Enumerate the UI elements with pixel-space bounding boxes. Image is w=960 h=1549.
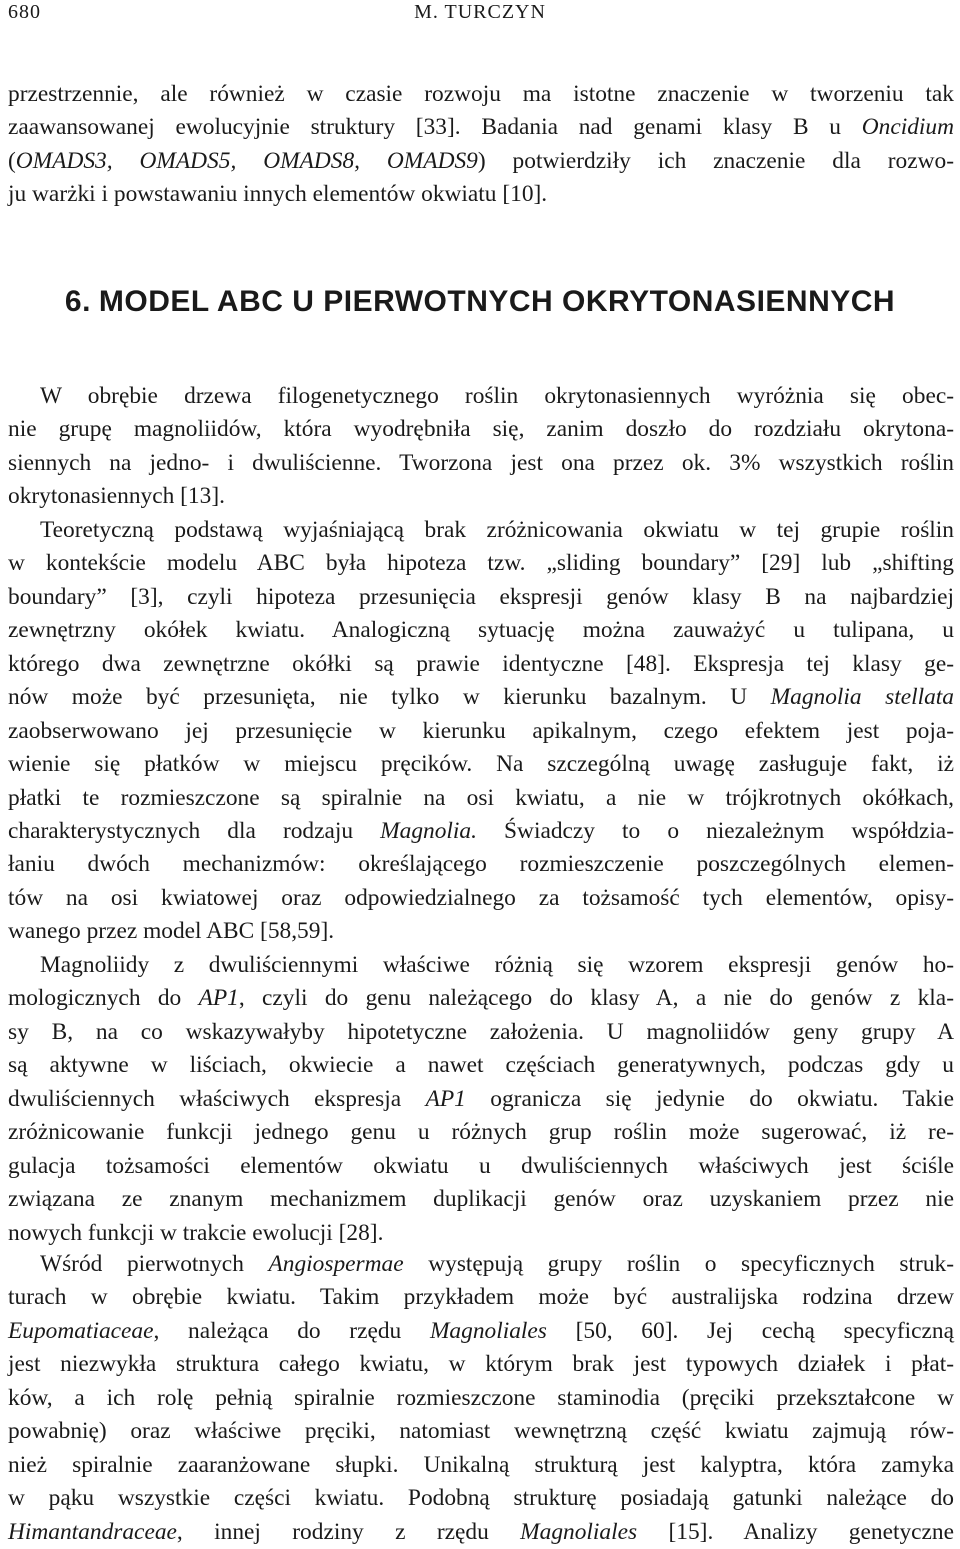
text-line: w pąku wszystkie części kwiatu. Podobną strukturę posiadają gatunki należące do — [8, 1485, 954, 1512]
text-line: nież spiralnie zaaranżowane słupki. Unikalną strukturą jest kalyptra, która zamyka — [8, 1451, 954, 1478]
taxon-name: Oncidium — [861, 114, 954, 141]
text-line: jest niezwykła struktura całego kwiatu, w którym brak jest typowych działek i płat- — [8, 1351, 954, 1378]
text-line: zaobserwowano jej przesunięcie w kierunku apikalnym, czego efektem jest poja- — [8, 717, 954, 744]
text-line: nowych funkcji w trakcie ewolucji [28]. — [8, 1219, 384, 1246]
text-line: wanego przez model ABC [58,59]. — [8, 918, 335, 945]
text-line: charakterystycznych dla rodzaju Magnolia. Świadczy to o niezależnym współdzia- — [8, 817, 954, 844]
section-number: 6. — [64, 285, 91, 318]
text-line: Teoretyczną podstawą wyjaśniającą brak zróżnicowania okwiatu w tej grupie roślin — [40, 517, 954, 543]
text-line: zróżnicowanie funkcji jednego genu u różnych grup roślin może sugerować, iż re- — [8, 1119, 954, 1146]
text-line: wienie się płatków w miejscu pręcików. Na szczególną uwagę zasługuje fakt, iż — [8, 751, 954, 778]
text-line: związana ze znanym mechanizmem duplikacji genów oraz uzyskaniem przez nie — [8, 1186, 954, 1213]
text-line: Wśród pierwotnych Angiospermae występują grupy roślin o specyficznych struk- — [40, 1251, 954, 1277]
running-head-author: M. TURCZYN — [414, 1, 546, 23]
section-heading — [0, 282, 960, 322]
text-line: Himantandraceae, innej rodziny z rzędu Magnoliales [15]. Analizy genetyczne — [8, 1518, 954, 1545]
text-line: ków, a ich rolę pełnią spiralnie rozmieszczone staminodia (pręciki przekształcone w — [8, 1384, 954, 1411]
text-line: nów może być przesunięta, nie tylko w kierunku bazalnym. U Magnolia stellata — [8, 684, 954, 711]
text-line: płatki te rozmieszczone są spiralnie na osi kwiatu, a nie w trójkrotnych okółkach, — [8, 784, 954, 811]
taxon-name: Magnolia stellata — [770, 684, 954, 711]
page-number: 680 — [8, 1, 41, 23]
taxon-name: Eupomatiaceae — [8, 1317, 154, 1344]
paragraph-1 — [8, 380, 954, 514]
text-line: dwuliściennych właściwych ekspresja AP1 ogranicza się jedynie do okwiatu. Takie — [8, 1085, 954, 1112]
text-line: gulacja tożsamości elementów okwiatu u dwuliściennych właściwych jest ściśle — [8, 1152, 954, 1179]
section-title: MODEL ABC U PIERWOTNYCH OKRYTONASIENNYCH — [98, 285, 896, 318]
text-line: są aktywne w liściach, okwiecie a nawet częściach generatywnych, podczas gdy u — [8, 1052, 954, 1079]
taxon-name: Magnoliales — [429, 1317, 547, 1344]
text-line: Magnoliidy z dwuliściennymi właściwe różnią się wzorem ekspresji genów ho- — [40, 952, 954, 978]
text-line: łaniu dwóch mechanizmów: określającego rozmieszczenie poszczególnych elemen- — [8, 851, 954, 878]
text-line: sy B, na co wskazywałyby hipotetyczne założenia. U magnoliidów geny grupy A — [8, 1018, 954, 1045]
taxon-name: Himantandraceae — [8, 1518, 177, 1545]
gene-name: AP1 — [425, 1085, 466, 1112]
text-line: (OMADS3, OMADS5, OMADS8, OMADS9) potwierdziły ich znaczenie dla rozwo- — [8, 147, 954, 174]
gene-name: AP1 — [198, 985, 239, 1012]
text-line: zaawansowanej ewolucyjnie struktury [33]. Badania nad genami klasy B u Oncidium — [8, 114, 954, 141]
text-line: boundary” [3], czyli hipoteza przesunięcia ekspresji genów klasy B na najbardziej — [8, 583, 954, 610]
paragraph-3 — [8, 949, 954, 1250]
text-line: przestrzennie, ale również w czasie rozwoju ma istotne znaczenie w tworzeniu tak — [8, 81, 954, 107]
paragraph-2 — [8, 514, 954, 949]
taxon-name: Magnoliales — [520, 1518, 638, 1545]
text-line: powabnię) oraz właściwe pręciki, natomiast wewnętrzną część kwiatu zajmują rów- — [8, 1418, 954, 1445]
text-line: siennych na jedno- i dwuliścienne. Tworzona jest ona przez ok. 3% wszystkich roślin — [8, 449, 954, 476]
text-line: okrytonasiennych [13]. — [8, 483, 225, 510]
text-line: nie grupę magnoliidów, która wyodrębniła się, zanim doszło do rozdziału okrytona- — [8, 416, 954, 443]
text-line: którego dwa zewnętrzne okółki są prawie identyczne [48]. Ekspresja tej klasy ge- — [8, 650, 954, 677]
taxon-name: Angiospermae — [268, 1251, 404, 1277]
intro-paragraph — [8, 78, 954, 212]
text-line: ju warżki i powstawaniu innych elementów okwiatu [10]. — [8, 181, 548, 208]
text-line: W obrębie drzewa filogenetycznego roślin okrytonasiennych wyróżnia się obec- — [40, 383, 954, 409]
running-head — [8, 0, 952, 26]
text-line: w kontekście modelu ABC była hipoteza tzw. „sliding boundary” [29] lub „shifting — [8, 550, 954, 577]
paragraph-4 — [8, 1248, 954, 1549]
text-line: tów na osi kwiatowej oraz odpowiedzialnego za tożsamość tych elementów, opisy- — [8, 884, 954, 911]
text-line: zewnętrzny okółek kwiatu. Analogiczną sytuację można zauważyć u tulipana, u — [8, 617, 954, 644]
gene-names: OMADS3, OMADS5, OMADS8, OMADS9 — [15, 147, 478, 174]
text-line: turach w obrębie kwiatu. Takim przykładem może być australijska rodzina drzew — [8, 1284, 954, 1311]
text-line: Eupomatiaceae, należąca do rzędu Magnoliales [50, 60]. Jej cechą specyficzną — [8, 1317, 954, 1344]
text-line: mologicznych do AP1, czyli do genu należącego do klasy A, a nie do genów z kla- — [8, 985, 954, 1012]
taxon-name: Magnolia. — [380, 817, 477, 844]
